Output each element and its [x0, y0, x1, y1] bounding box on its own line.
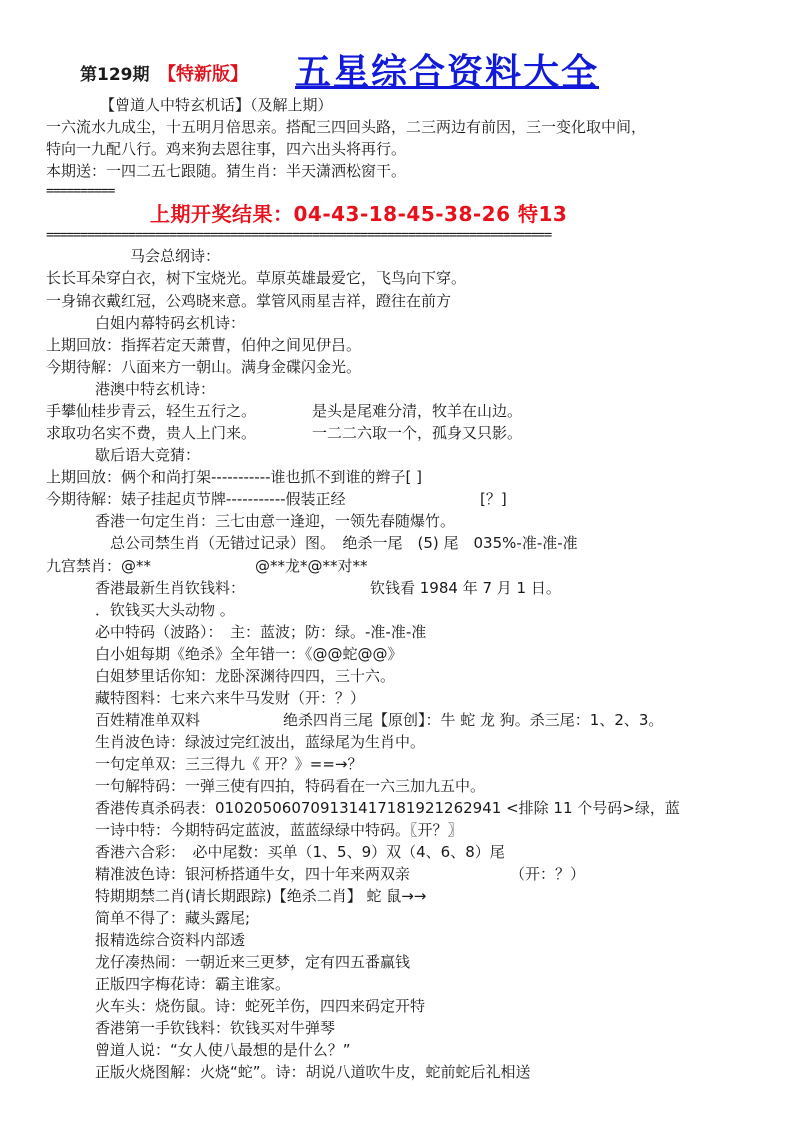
text-line: 是头是尾难分清，牧羊在山边。 [312, 402, 523, 420]
text-line: 简单不得了：藏头露尾; [95, 909, 251, 927]
text-line: 香港最新生肖钦钱料： [95, 579, 246, 597]
issue-number: 第129期 [80, 65, 150, 85]
text-line: 九宫禁肖：@** [46, 557, 152, 575]
text-line: 龙仔凑热闹：一朝近来三更梦，定有四五番赢钱 [95, 953, 411, 971]
page-title: 五星综合资料大全 [295, 51, 600, 93]
text-line: 火车头：烧伤鼠。诗：蛇死羊伤，四四来码定开特 [95, 997, 426, 1015]
text-line: 藏特图料：七来六来牛马发财（开：？） [95, 689, 366, 707]
text-line: 手攀仙桂步青云，轻生五行之。 [46, 402, 257, 420]
section-title-gangao: 港澳中特玄机诗： [95, 380, 216, 398]
text-line: 今期待解：婊子挂起贞节牌-----------假装正经 [46, 490, 346, 508]
text-line: 白姐梦里话你知：龙卧深渊待四四，三十六。 [95, 667, 396, 685]
text-line: 一句定单双：三三得九《 开？》==→？ [95, 755, 363, 773]
text-line: 香港第一手钦钱料：钦钱买对牛弹琴 [95, 1019, 336, 1037]
text-line: @**龙*@**对** [255, 557, 368, 575]
text-line: 特期期禁二肖(请长期跟踪)【绝杀二肖】 蛇 鼠→→ [95, 887, 427, 905]
text-line: 绝杀四肖三尾【原创】：牛 蛇 龙 狗。杀三尾：1、2、3。 [283, 711, 664, 729]
text-line: ．钦钱买大头动物 。 [95, 601, 235, 619]
text-line: （开：？） [510, 865, 586, 883]
text-line: 正版火烧图解：火烧“蛇”。诗：胡说八道吹牛皮，蛇前蛇后礼相送 [95, 1063, 531, 1081]
text-line: 本期送：一四二五七跟随。猜生肖：半天潇洒松窗干。 [46, 162, 407, 180]
text-line: 香港一句定生肖：三七由意一逢迎，一领先春随爆竹。 [95, 512, 456, 530]
divider: ========== [46, 184, 115, 199]
text-line: 一诗中特：今期特码定蓝波，蓝蓝绿绿中特码。〖开？〗 [95, 821, 463, 839]
text-line: 一二二六取一个，孤身又只影。 [312, 424, 523, 442]
section-title-zeng: 【曾道人中特玄机话】（及解上期） [100, 96, 333, 114]
edition-badge: 【特新版】 [158, 64, 248, 85]
text-line: 上期回放：俩个和尚打架-----------谁也抓不到谁的辫子[ ] [46, 468, 423, 486]
text-line: 今期待解：八面来方一朝山。满身金碟闪金光。 [46, 358, 362, 376]
text-line: 求取功名实不费，贵人上门来。 [46, 424, 257, 442]
text-line: 曾道人说：“女人使八最想的是什么？” [95, 1041, 351, 1059]
text-line: 白小姐每期《绝杀》全年错一：《@@蛇@@》 [95, 645, 403, 663]
divider: ========================================================================== [46, 228, 552, 243]
text-line: 钦钱看 1984 年 7 月 1 日。 [370, 579, 561, 597]
section-title-riddle: 歇后语大竞猜： [95, 446, 201, 464]
text-line: 精准波色诗：银河桥搭通牛女，四十年来两双亲 [95, 865, 411, 883]
text-line: 香港传真杀码表：01020506070913141718192126​2941 <排除 11 个号码>绿，蓝 [95, 799, 680, 817]
text-line: 上期回放：指挥若定天萧曹，伯仲之间见伊吕。 [46, 336, 362, 354]
text-line: 总公司禁生肖（无错过记录）图。 绝杀一尾 (5) 尾 035%-准-准-准 [110, 534, 578, 552]
text-line: 生肖波色诗：绿波过完红波出，蓝绿尾为生肖中。 [95, 733, 426, 751]
text-line: 一身锦衣戴红冠，公鸡晓来意。掌管风雨星吉祥，蹬往在前方 [46, 292, 452, 310]
text-line: 一句解特码：一弹三使有四拍，特码看在一六三加九五中。 [95, 777, 486, 795]
section-title-horse: 马会总纲诗： [130, 247, 221, 265]
text-line: 特向一九配八行。鸡来狗去恩往事，四六出头将再行。 [46, 140, 407, 158]
text-line: 长长耳朵穿白衣，树下宝烧光。草原英雄最爱它，飞鸟向下穿。 [46, 269, 467, 287]
text-line: 一六流水九成尘，十五明月倍思亲。搭配三四回头路，二三两边有前因，三一变化取中间， [46, 118, 647, 136]
text-line: 报精选综合资料内部透 [95, 931, 246, 949]
text-line: 百姓精准单双料 [95, 711, 201, 729]
text-line: 正版四字梅花诗：霸主谁家。 [95, 975, 291, 993]
text-line: [？] [480, 490, 507, 508]
section-title-baiji: 白姐内幕特码玄机诗： [95, 314, 246, 332]
last-draw-result: 上期开奖结果：04-43-18-45-38-26 特13 [150, 202, 568, 226]
text-line: 香港六合彩： 必中尾数：买单（1、5、9）双（4、6、8）尾 [95, 843, 505, 861]
text-line: 必中特码（波路）： 主：蓝波；防：绿。-准-准-准 [95, 623, 427, 641]
